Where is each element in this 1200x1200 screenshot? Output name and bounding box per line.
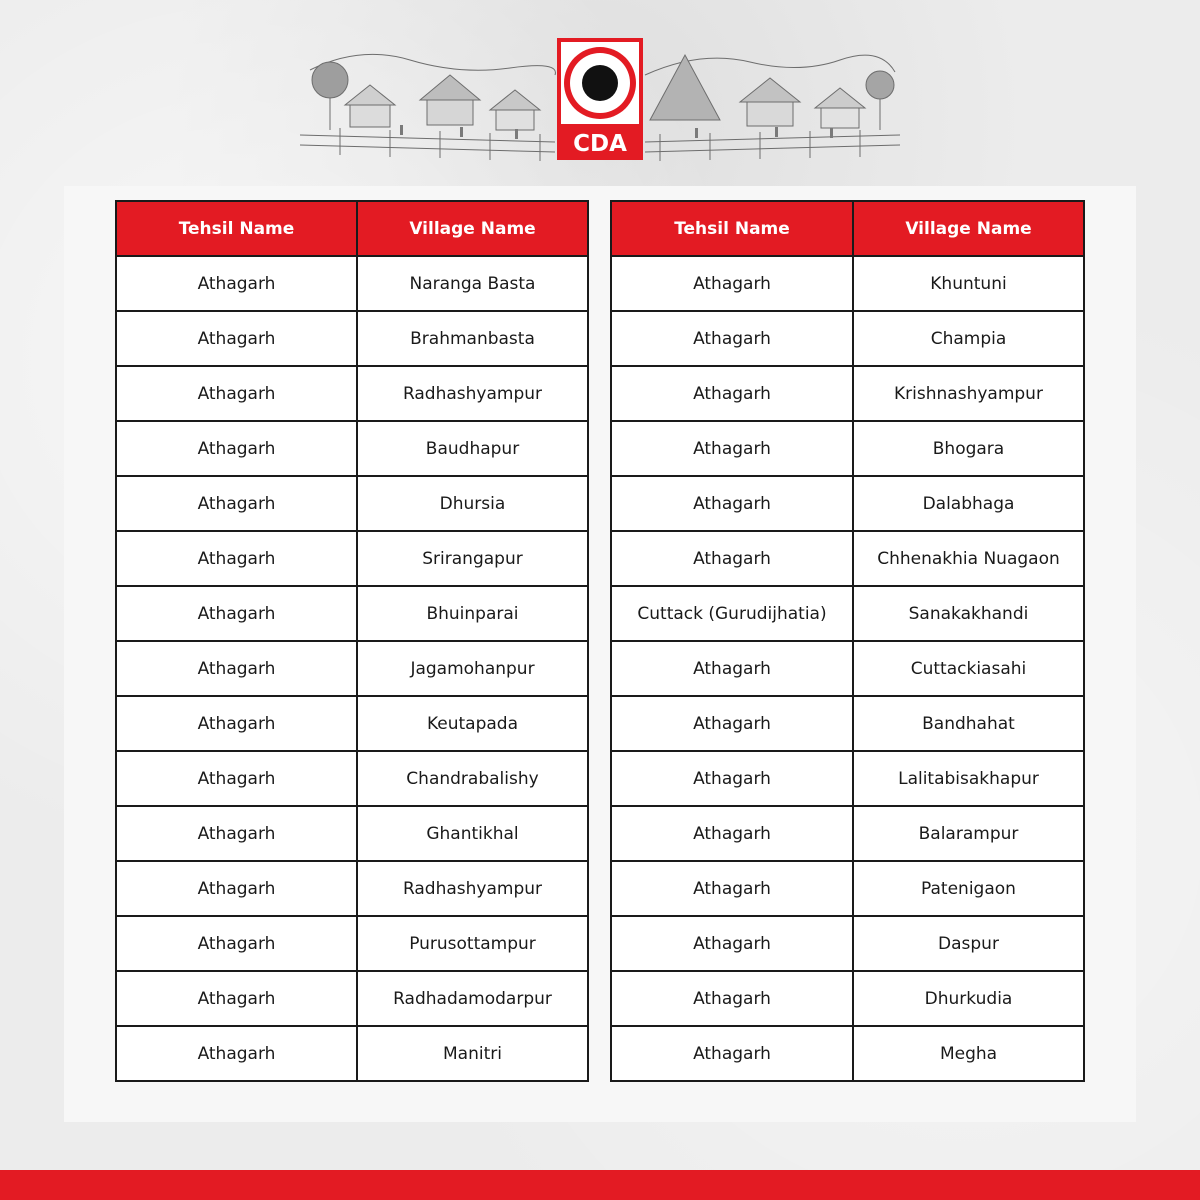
table-row <box>116 861 588 916</box>
village-cell: Bandhahat <box>853 696 1084 751</box>
tehsil-cell: Athagarh <box>116 421 357 476</box>
tehsil-cell: Athagarh <box>611 916 853 971</box>
tehsil-cell: Athagarh <box>611 696 853 751</box>
tehsil-cell: Athagarh <box>611 256 853 311</box>
table-row <box>611 916 1084 971</box>
village-cell: Radhashyampur <box>357 366 588 421</box>
tehsil-cell: Athagarh <box>611 806 853 861</box>
village-cell: Dhurkudia <box>853 971 1084 1026</box>
village-cell: Radhadamodarpur <box>357 971 588 1026</box>
village-cell: Daspur <box>853 916 1084 971</box>
table-row <box>611 806 1084 861</box>
table-row <box>116 916 588 971</box>
village-cell: Baudhapur <box>357 421 588 476</box>
table-row <box>116 476 588 531</box>
table-row <box>611 1026 1084 1081</box>
village-cell: Khuntuni <box>853 256 1084 311</box>
table-row <box>611 256 1084 311</box>
village-cell: Dhursia <box>357 476 588 531</box>
village-cell: Srirangapur <box>357 531 588 586</box>
table-row <box>611 366 1084 421</box>
tehsil-cell: Athagarh <box>116 861 357 916</box>
tehsil-cell: Athagarh <box>116 971 357 1026</box>
tehsil-cell: Athagarh <box>611 311 853 366</box>
table-row <box>611 531 1084 586</box>
table-row <box>116 696 588 751</box>
village-table-right <box>610 200 1085 1082</box>
village-cell: Cuttackiasahi <box>853 641 1084 696</box>
tehsil-cell: Athagarh <box>116 751 357 806</box>
table-row <box>116 751 588 806</box>
table-header-row <box>116 201 588 256</box>
table-row <box>116 806 588 861</box>
table-header-row <box>611 201 1084 256</box>
tehsil-cell: Athagarh <box>611 1026 853 1081</box>
tehsil-cell: Athagarh <box>116 641 357 696</box>
table-row <box>611 311 1084 366</box>
village-cell: Champia <box>853 311 1084 366</box>
village-cell: Balarampur <box>853 806 1084 861</box>
table-row <box>611 696 1084 751</box>
tehsil-cell: Athagarh <box>116 311 357 366</box>
tehsil-cell: Athagarh <box>116 256 357 311</box>
tehsil-cell: Athagarh <box>611 751 853 806</box>
tehsil-cell: Cuttack (Gurudijhatia) <box>611 586 853 641</box>
village-cell: Naranga Basta <box>357 256 588 311</box>
village-cell: Brahmanbasta <box>357 311 588 366</box>
table-row <box>116 256 588 311</box>
table-row <box>611 641 1084 696</box>
tehsil-cell: Athagarh <box>611 421 853 476</box>
footer-bar <box>0 1170 1200 1200</box>
village-cell: Sanakakhandi <box>853 586 1084 641</box>
village-table-left <box>115 200 589 1082</box>
column-header-tehsil: Tehsil Name <box>116 201 357 256</box>
column-header-village: Village Name <box>853 201 1084 256</box>
village-cell: Radhashyampur <box>357 861 588 916</box>
table-row <box>116 1026 588 1081</box>
table-row <box>116 311 588 366</box>
tehsil-cell: Athagarh <box>116 916 357 971</box>
tehsil-cell: Athagarh <box>116 366 357 421</box>
table-row <box>116 531 588 586</box>
table-row <box>116 421 588 476</box>
table-row <box>116 971 588 1026</box>
tehsil-cell: Athagarh <box>611 476 853 531</box>
cda-logo <box>557 38 643 160</box>
table-row <box>116 586 588 641</box>
village-cell: Bhuinparai <box>357 586 588 641</box>
tehsil-cell: Athagarh <box>116 531 357 586</box>
tehsil-cell: Athagarh <box>116 696 357 751</box>
tehsil-cell: Athagarh <box>611 366 853 421</box>
tehsil-cell: Athagarh <box>611 861 853 916</box>
tehsil-cell: Athagarh <box>116 1026 357 1081</box>
village-cell: Chhenakhia Nuagaon <box>853 531 1084 586</box>
village-cell: Megha <box>853 1026 1084 1081</box>
table-row <box>116 366 588 421</box>
table-row <box>116 641 588 696</box>
village-cell: Manitri <box>357 1026 588 1081</box>
village-cell: Jagamohanpur <box>357 641 588 696</box>
tehsil-cell: Athagarh <box>116 476 357 531</box>
table-row <box>611 421 1084 476</box>
village-cell: Patenigaon <box>853 861 1084 916</box>
tehsil-cell: Athagarh <box>116 806 357 861</box>
village-cell: Purusottampur <box>357 916 588 971</box>
tehsil-cell: Athagarh <box>611 641 853 696</box>
village-cell: Bhogara <box>853 421 1084 476</box>
village-cell: Krishnashyampur <box>853 366 1084 421</box>
village-cell: Dalabhaga <box>853 476 1084 531</box>
table-row <box>611 586 1084 641</box>
village-cell: Lalitabisakhapur <box>853 751 1084 806</box>
tehsil-cell: Athagarh <box>116 586 357 641</box>
logo-text: CDA <box>573 131 627 157</box>
table-row <box>611 476 1084 531</box>
tehsil-cell: Athagarh <box>611 971 853 1026</box>
tehsil-cell: Athagarh <box>611 531 853 586</box>
table-row <box>611 751 1084 806</box>
table-row <box>611 971 1084 1026</box>
village-cell: Keutapada <box>357 696 588 751</box>
column-header-village: Village Name <box>357 201 588 256</box>
table-row <box>611 861 1084 916</box>
village-cell: Ghantikhal <box>357 806 588 861</box>
column-header-tehsil: Tehsil Name <box>611 201 853 256</box>
village-cell: Chandrabalishy <box>357 751 588 806</box>
